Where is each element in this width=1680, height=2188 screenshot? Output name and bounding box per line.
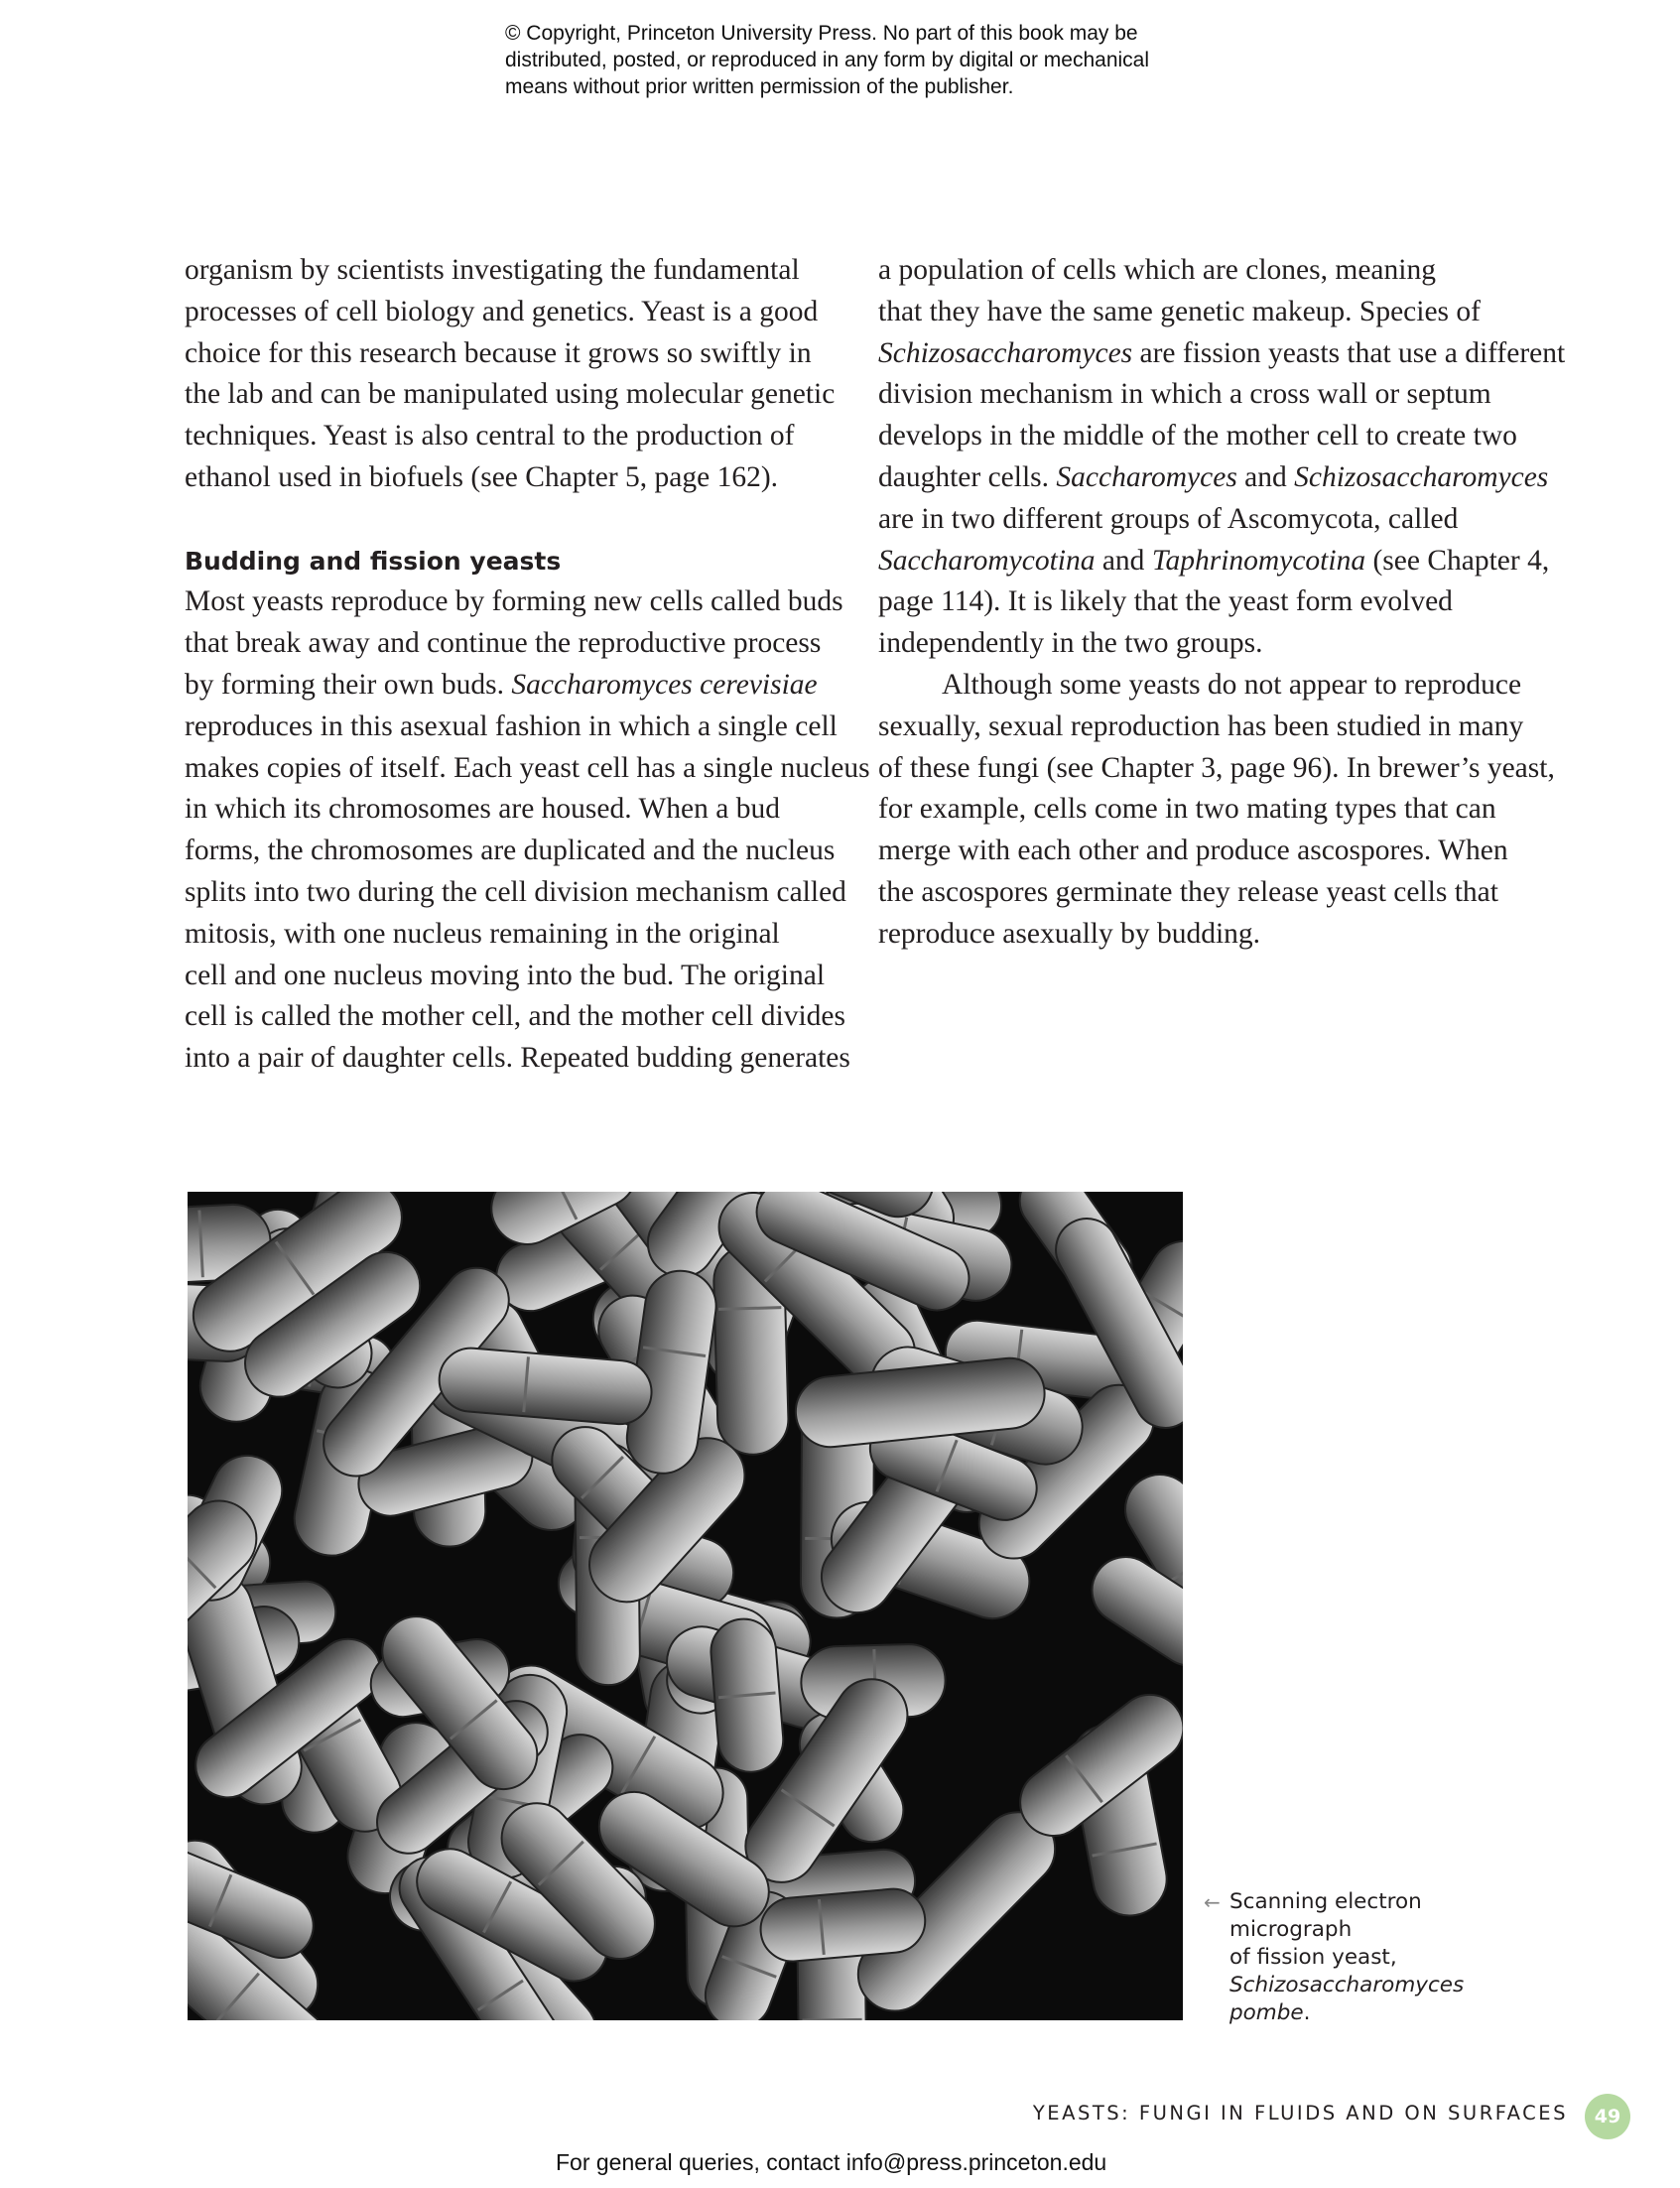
text-line: a population of cells which are clones, meaning [878,254,1436,286]
copyright-line: means without prior written permission of the publisher. [505,75,1014,98]
text-line: Most yeasts reproduce by forming new cells called buds [185,585,843,618]
text-line: the ascospores germinate they release yeast cells that [878,875,1498,908]
contact-footer: For general queries, contact info@press.princeton.edu [556,2149,1107,2175]
text-line: Although some yeasts do not appear to reproduce [942,668,1522,701]
text-run: by forming their own buds. [185,668,512,701]
page-number-badge: 49 [1585,2094,1630,2139]
text-line: of these fungi (see Chapter 3, page 96). In brewer’s yeast, [878,751,1555,784]
running-head: YEASTS: FUNGI IN FLUIDS AND ON SURFACES [1032,2102,1568,2124]
text-line [878,333,1565,375]
taxon-name: Taphrinomycotina [1151,544,1366,577]
right-column [878,250,1565,956]
caption-period: . [1303,2000,1311,2025]
text-line: sexually, sexual reproduction has been studied in many [878,709,1524,742]
copyright-line: © Copyright, Princeton University Press. No part of this book may be [505,22,1138,45]
text-line: division mechanism in which a cross wall or septum [878,378,1491,411]
text-line: cell is called the mother cell, and the mother cell divides [185,1000,845,1033]
text-line: processes of cell biology and genetics. Yeast is a good [185,295,819,327]
text-run: (see Chapter 4, [1365,544,1550,577]
yeast-cell [709,1616,786,1774]
genus-name: Schizosaccharomyces [878,336,1133,369]
copyright-line: distributed, posted, or reproduced in any form by digital or mechanical [505,49,1150,71]
genus-name: Schizosaccharomyces [1294,460,1549,493]
text-line: develops in the middle of the mother cell to create two [878,420,1517,452]
text-line: independently in the two groups. [878,627,1263,660]
text-line: forms, the chromosomes are duplicated and the nucleus [185,835,836,867]
caption-line [1229,1999,1464,2027]
text-line: page 114). It is likely that the yeast form evolved [878,585,1453,618]
species-name: Schizosaccharomyces [1229,1973,1465,1997]
text-line: techniques. Yeast is also central to the production of [185,420,795,452]
species-name: Saccharomyces cerevisiae [511,668,818,701]
text-line: that break away and continue the reproductive process [185,627,822,660]
text-line: the lab and can be manipulated using molecular genetic [185,378,836,411]
text-line: ethanol used in biofuels (see Chapter 5, page 162). [185,460,779,493]
left-column [185,250,870,1080]
caption-line: of fission yeast, [1229,1945,1397,1970]
text-run: and [1236,460,1295,493]
text-line [185,665,870,707]
text-line [878,457,1565,499]
yeast-cell [758,1886,928,1964]
text-line: cell and one nucleus moving into the bud. The original [185,959,826,991]
caption-line: micrograph [1229,1917,1353,1942]
section-heading: Budding and fission yeasts [185,546,562,576]
copyright-notice [505,20,1149,100]
species-name: pombe [1229,2000,1304,2025]
text-line: into a pair of daughter cells. Repeated budding generates [185,1042,850,1075]
yeast-micrograph-image [188,1192,1183,2020]
text-line: are in two different groups of Ascomycota, called [878,502,1459,535]
taxon-name: Saccharomycotina [878,544,1096,577]
figure-caption [1204,1888,1465,2027]
text-line: merge with each other and produce ascospores. When [878,835,1508,867]
genus-name: Saccharomyces [1056,460,1237,493]
text-line: that they have the same genetic makeup. Species of [878,295,1481,327]
text-line: organism by scientists investigating the fundamental [185,254,800,286]
text-run: daughter cells. [878,460,1057,493]
caption-line: Scanning electron [1229,1889,1422,1914]
micrograph-illustration [188,1192,1183,2020]
arrow-left-icon: ← [1204,1890,1221,1914]
text-run: and [1095,544,1152,577]
text-line: mitosis, with one nucleus remaining in the original [185,917,780,950]
text-line: makes copies of itself. Each yeast cell has a single nucleus [185,751,870,784]
text-line: in which its chromosomes are housed. When a bud [185,793,780,826]
text-line: splits into two during the cell division mechanism called [185,875,846,908]
text-line: reproduce asexually by budding. [878,917,1261,950]
text-line: reproduces in this asexual fashion in which a single cell [185,709,838,742]
caption-line [1229,1972,1464,1999]
text-line: choice for this research because it grows so swiftly in [185,336,812,369]
text-run: are fission yeasts that use a different [1132,336,1566,369]
text-line: for example, cells come in two mating types that can [878,793,1496,826]
text-line [878,541,1565,582]
